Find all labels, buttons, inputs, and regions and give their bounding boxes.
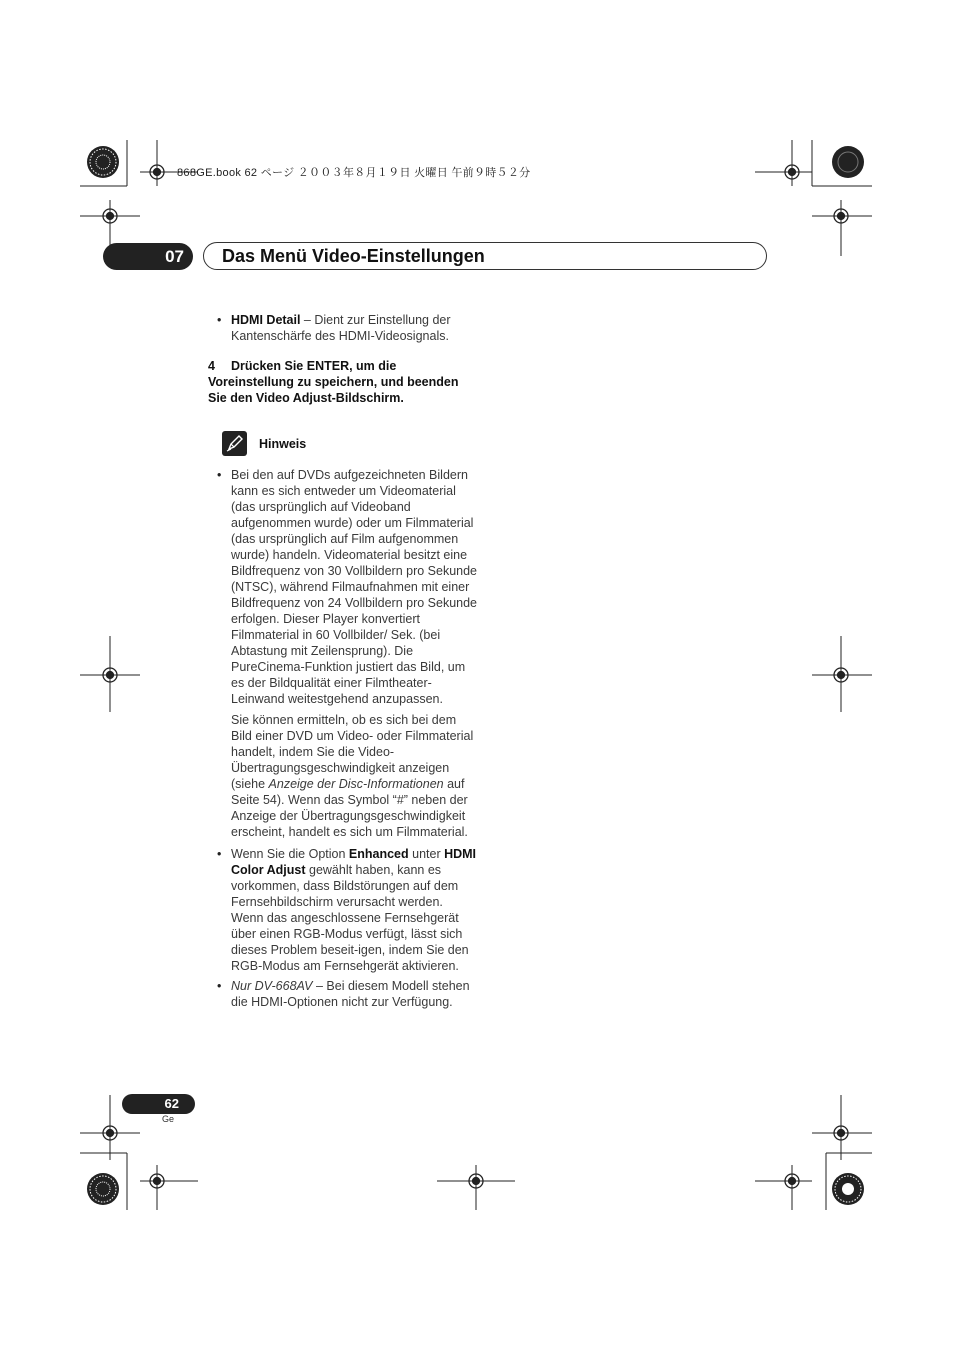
note-heading bbox=[208, 431, 478, 457]
note-paragraph-text: Sie können ermitteln, ob es sich bei dem Bild einer DVD um Video- oder Filmmaterial handelt, indem Sie die Video-Übertragungsgeschwindigkeit anzeigen (siehe bbox=[231, 713, 474, 791]
bullet-marker: • bbox=[217, 468, 222, 482]
hdmi-detail-item bbox=[208, 312, 478, 344]
note-item-text: unter bbox=[408, 847, 445, 861]
page-language: Ge bbox=[162, 1114, 175, 1124]
bullet-marker: • bbox=[217, 979, 222, 993]
step-4 bbox=[208, 358, 478, 406]
step-text: Drücken Sie ENTER, um die Voreinstellung zu speichern, und beenden Sie den Video Adjust-Bildschirm. bbox=[208, 359, 459, 405]
page-number: 62 bbox=[164, 1096, 179, 1111]
note-label: Hinweis bbox=[259, 437, 307, 451]
note-item-text: Wenn Sie die Option bbox=[231, 847, 349, 861]
pencil-note-icon bbox=[222, 431, 247, 456]
note-item-dv668av bbox=[208, 978, 478, 1010]
note-item-video-film bbox=[208, 467, 478, 707]
chapter-title-box bbox=[203, 242, 767, 270]
note-item-text: Bei den auf DVDs aufgezeichneten Bildern kann es sich entweder um Videomaterial (das ursprünglich auf Videoband aufgenommen wurde) oder um Filmmaterial (das ursprünglich auf Film aufgenommen wurde) handeln. Videomaterial besitzt eine Bildfrequenz von 30 Vollbildern pro Sekunde (NTSC), während Filmaufnahmen mit einer Bildfrequenz von 24 Vollbildern pro Sekunde erfolgen. Dieser Player konvertiert Filmmaterial in 60 Vollbilder/ Sek. (bei Abtastung mit Zeilensprung). Die PureCinema-Funktion justiert das Bild, um es der Bildqualität einer Filmtheater-Leinwand weitestgehend anzupassen. bbox=[231, 468, 478, 706]
bullet-marker: • bbox=[217, 847, 222, 861]
note-item-enhanced bbox=[208, 846, 478, 974]
main-content bbox=[208, 312, 478, 1014]
chapter-title: Das Menü Video-Einstellungen bbox=[222, 246, 485, 266]
note-paragraph-detection bbox=[208, 712, 478, 840]
note-item-text: – Bei diesem Modell stehen die HDMI-Optionen nicht zur Verfügung. bbox=[231, 979, 470, 1009]
note-paragraph-text: auf Seite 54). Wenn das Symbol “#” neben der Anzeige der Übertragungsgeschwindigkeit erscheint, handelt es sich um Filmmaterial. bbox=[231, 777, 468, 839]
page-number-badge bbox=[122, 1094, 195, 1114]
print-header: 868GE.book 62 ページ ２００３年８月１９日 火曜日 午前９時５２分 bbox=[177, 167, 531, 179]
step-number: 4 bbox=[208, 359, 215, 373]
model-name: Nur DV-668AV bbox=[231, 979, 313, 993]
note-item-text: gewählt haben, kann es vorkommen, dass Bildstörungen auf dem Fernsehbildschirm verursacht werden. Wenn das angeschlossene Fernsehgerät über einen RGB-Modus verfügt, lässt sich dieses Problem beseit-igen, indem Sie den RGB-Modus am Fernsehgerät aktivieren. bbox=[231, 863, 469, 973]
option-enhanced: Enhanced bbox=[348, 847, 409, 861]
chapter-number-badge bbox=[103, 243, 193, 270]
option-hdmi-color-adjust: HDMI Color Adjust bbox=[231, 847, 477, 877]
bullet-marker: • bbox=[217, 313, 222, 327]
chapter-number: 07 bbox=[165, 247, 184, 266]
hdmi-detail-term: HDMI Detail bbox=[231, 313, 301, 327]
cross-reference: Anzeige der Disc-Informationen bbox=[268, 777, 444, 791]
hdmi-detail-text: – Dient zur Einstellung der Kantenschärfe des HDMI-Videosignals. bbox=[231, 313, 451, 343]
